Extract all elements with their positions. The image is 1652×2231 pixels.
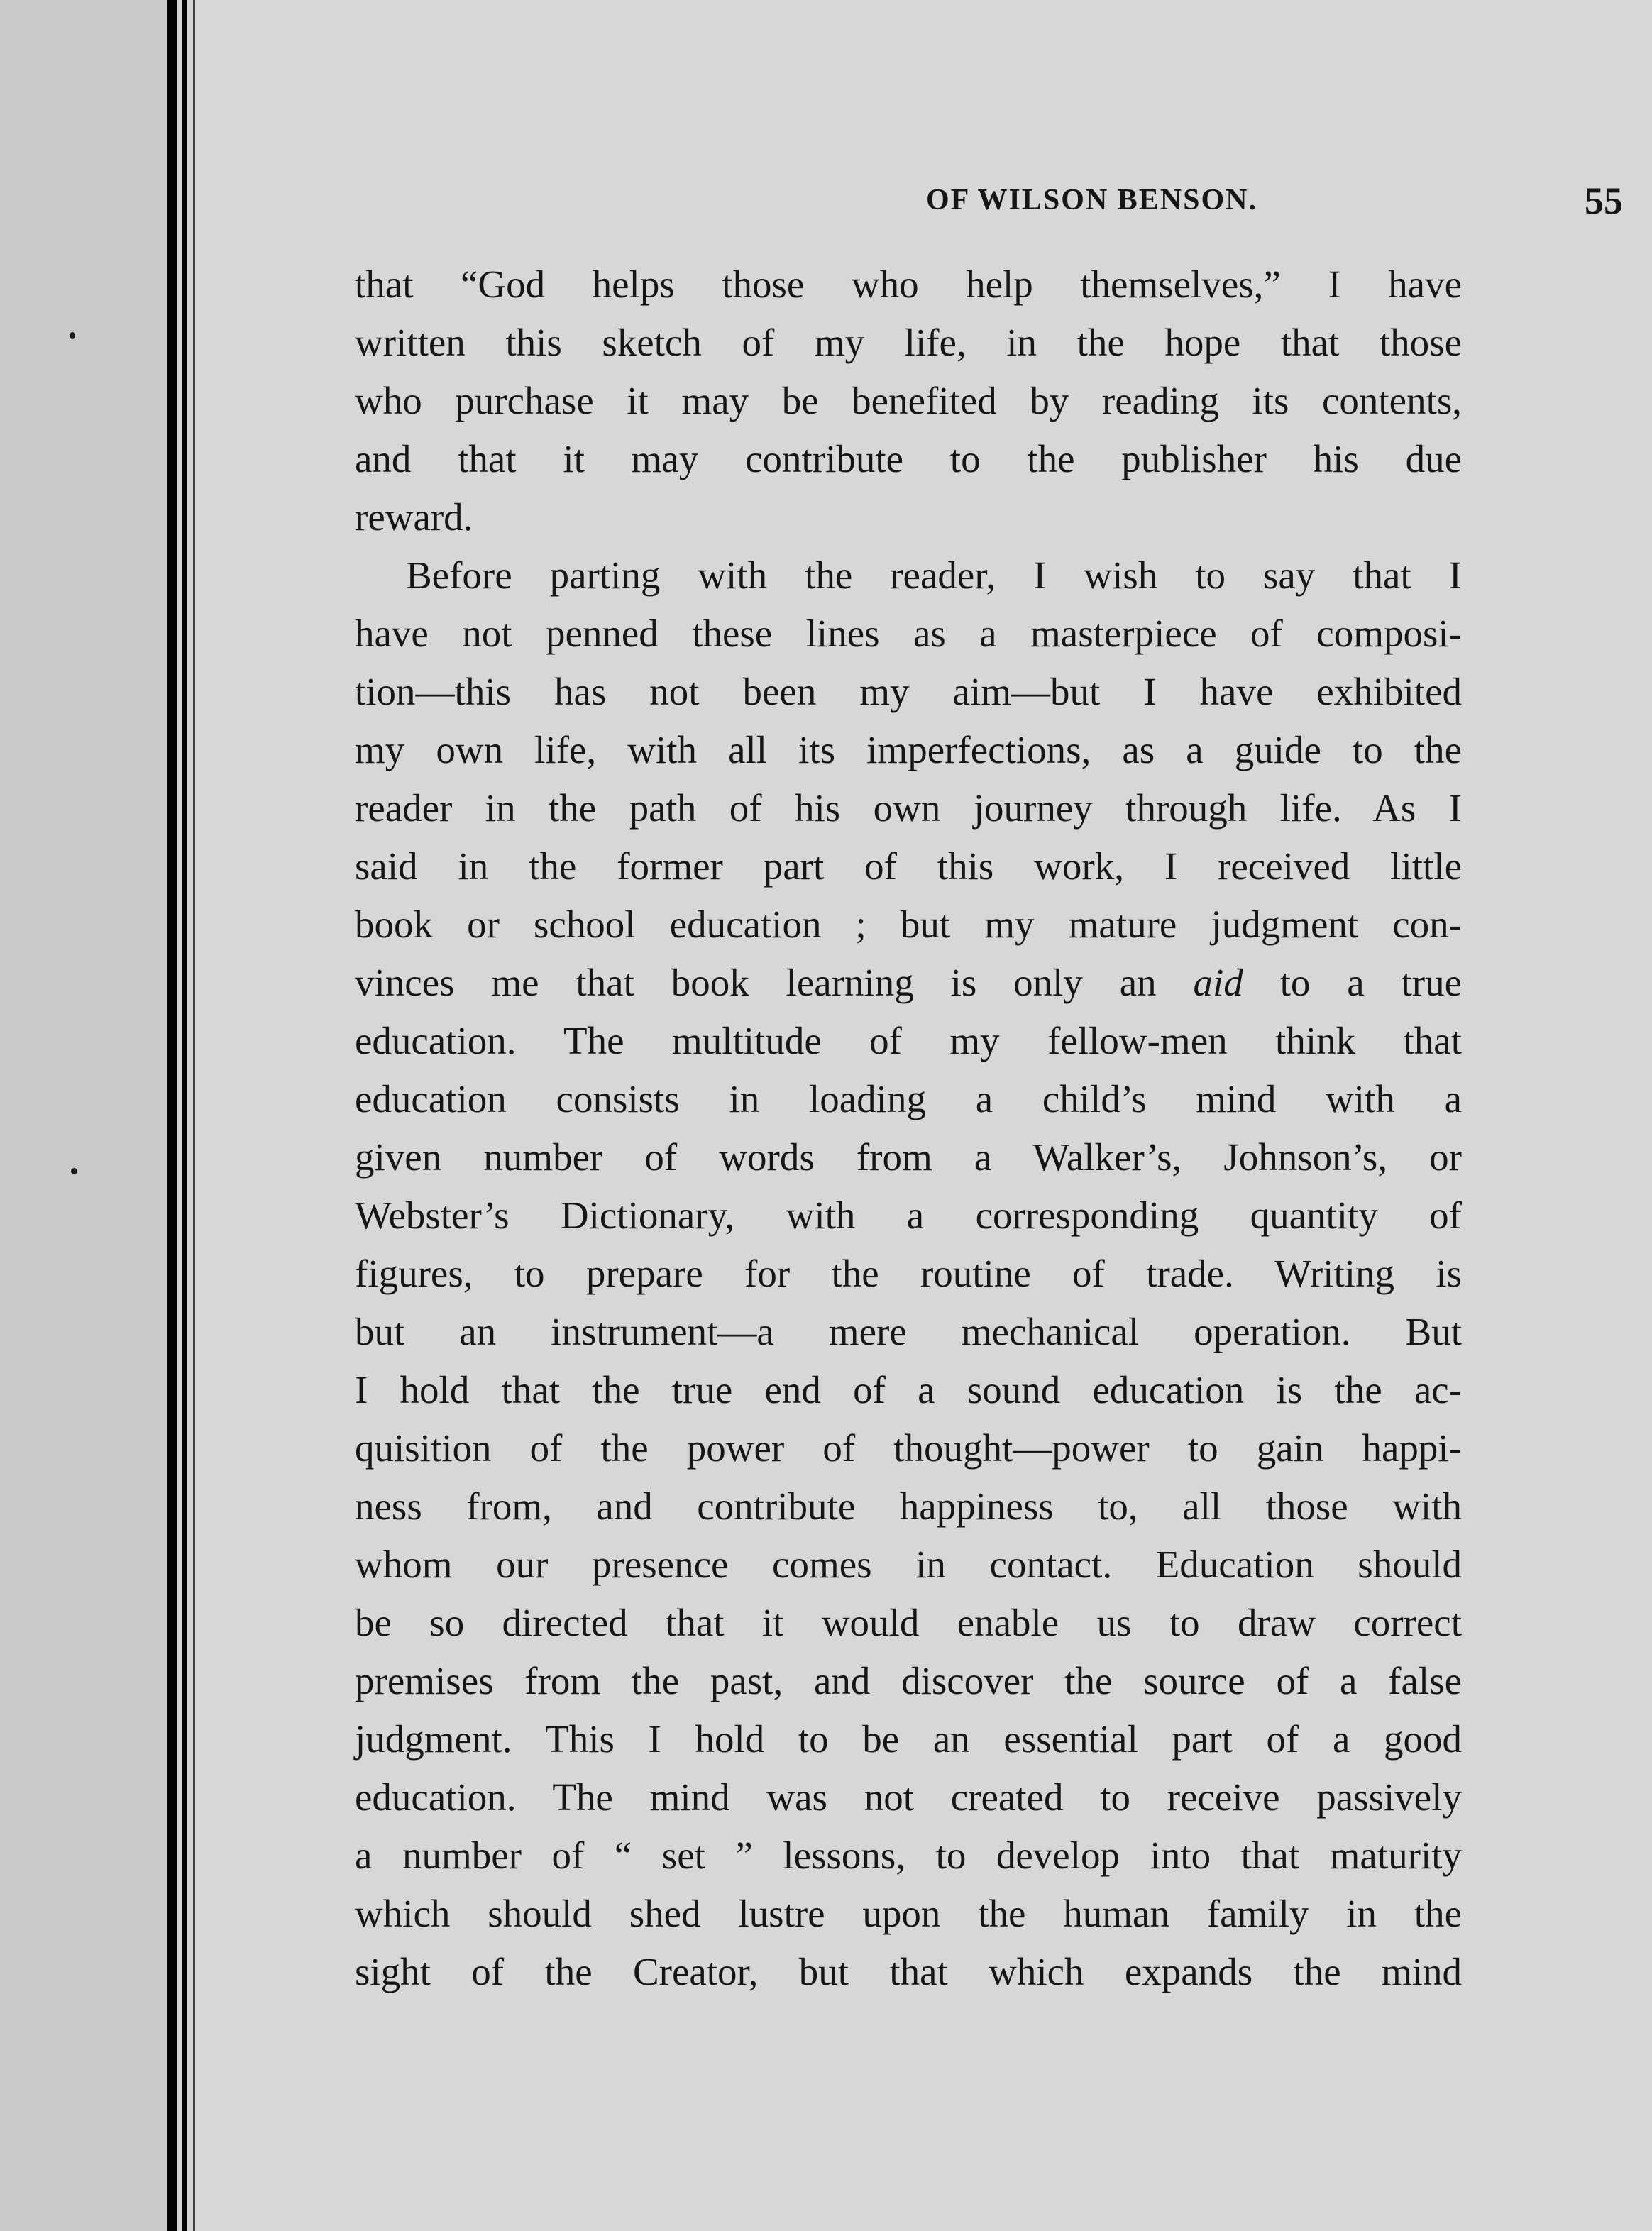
page-number: 55: [1585, 180, 1623, 222]
text-line: judgment. This I hold to be an essential part of a good: [355, 1717, 1462, 1761]
line-text: to a true: [1243, 961, 1462, 1004]
italic-word: aid: [1193, 961, 1243, 1004]
text-line: but an instrument—a mere mechanical operation. But: [355, 1310, 1462, 1353]
text-line: reward.: [355, 495, 473, 539]
text-line: Before parting with the reader, I wish to say that I: [406, 553, 1462, 597]
text-line: sight of the Creator, but that which expands the mind: [355, 1950, 1462, 1993]
text-line: a number of “ set ” lessons, to develop into that maturity: [355, 1834, 1462, 1877]
text-line: education. The multitude of my fellow-men think that: [355, 1019, 1462, 1062]
scan-speck: [70, 332, 75, 339]
text-line: given number of words from a Walker’s, Johnson’s, or: [355, 1135, 1462, 1179]
text-line: [355, 954, 1462, 1012]
left-page-margin: [0, 0, 167, 2231]
text-line: whom our presence comes in contact. Education should: [355, 1543, 1462, 1586]
text-line: education consists in loading a child’s mind with a: [355, 1077, 1462, 1120]
binding-gutter-line: [167, 0, 177, 2231]
text-line: that “God helps those who help themselves,” I have: [355, 263, 1462, 306]
text-line: and that it may contribute to the publisher his due: [355, 437, 1462, 480]
text-line: Webster’s Dictionary, with a corresponding quantity of: [355, 1194, 1462, 1237]
text-line: education. The mind was not created to receive passively: [355, 1775, 1462, 1819]
text-line: who purchase it may be benefited by reading its contents,: [355, 379, 1462, 422]
binding-gutter-line: [182, 0, 187, 2231]
text-line: be so directed that it would enable us to draw correct: [355, 1601, 1462, 1644]
text-line: book or school education ; but my mature judgment con-: [355, 903, 1462, 946]
paragraph-1: [355, 255, 1462, 546]
text-line: ness from, and contribute happiness to, all those with: [355, 1484, 1462, 1528]
text-line: premises from the past, and discover the source of a false: [355, 1659, 1462, 1702]
text-line: written this sketch of my life, in the hope that those: [355, 321, 1462, 364]
text-line: reader in the path of his own journey through life. As I: [355, 786, 1462, 830]
text-line: my own life, with all its imperfections, as a guide to the: [355, 728, 1462, 771]
text-line: which should shed lustre upon the human family in the: [355, 1892, 1462, 1935]
scan-speck: [71, 1168, 77, 1174]
text-line: said in the former part of this work, I received little: [355, 844, 1462, 888]
text-line: quisition of the power of thought—power to gain happi-: [355, 1426, 1462, 1470]
running-head: OF WILSON BENSON.: [926, 184, 1257, 216]
text-line: I hold that the true end of a sound education is the ac-: [355, 1368, 1462, 1411]
paragraph-2: [355, 546, 1462, 2001]
body-text: [355, 255, 1462, 2001]
line-text: vinces me that book learning is only an: [355, 961, 1194, 1004]
text-line: tion—this has not been my aim—but I have exhibited: [355, 670, 1462, 713]
text-line: figures, to prepare for the routine of trade. Writing is: [355, 1252, 1462, 1295]
text-line: have not penned these lines as a masterpiece of composi-: [355, 612, 1462, 655]
